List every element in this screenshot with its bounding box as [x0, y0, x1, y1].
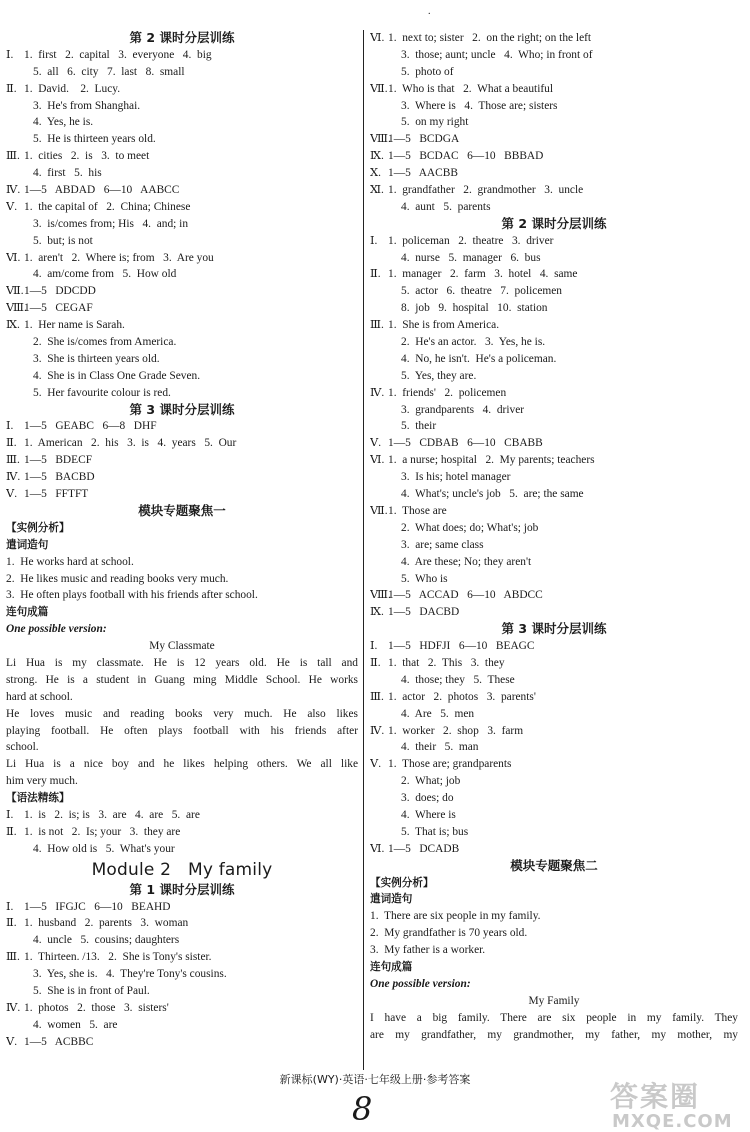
answer-line: [6, 841, 358, 858]
answer-line: [370, 114, 738, 131]
version-label: [370, 976, 738, 993]
line-text: One possible version:: [370, 977, 471, 990]
line-text: One possible version:: [6, 623, 107, 636]
part-number: Ⅰ.: [6, 900, 14, 913]
line-text: 5. actor 6. theatre 7. policemen: [401, 285, 562, 298]
answer-line: [6, 949, 358, 966]
line-text: 1. Her name is Sarah.: [24, 319, 125, 332]
answer-line: [370, 655, 738, 672]
answer-line: [370, 672, 738, 689]
answer-line: [370, 908, 738, 925]
line-text: 1—5 CEGAF: [24, 302, 93, 315]
part-number: Ⅸ.: [370, 150, 384, 163]
left-column: [6, 30, 358, 1051]
line-text: 模块专题聚焦一: [138, 502, 226, 518]
line-text: My Family: [528, 994, 580, 1007]
section-label: [6, 520, 358, 537]
answer-line: [6, 266, 358, 283]
answer-line: [370, 351, 738, 368]
line-text: 3. are; same class: [401, 538, 484, 551]
watermark-line2: MXQE.COM: [612, 1111, 733, 1132]
part-number: Ⅶ.: [370, 82, 388, 95]
line-text: 1. He works hard at school.: [6, 555, 134, 568]
answer-line: [370, 537, 738, 554]
essay-line: [6, 689, 358, 706]
answer-line: [6, 148, 358, 165]
answer-line: [370, 131, 738, 148]
answer-line: [6, 587, 358, 604]
part-number: Ⅱ.: [370, 656, 381, 669]
section-heading: [6, 882, 358, 899]
answer-line: [370, 266, 738, 283]
answer-line: [370, 554, 738, 571]
line-text: 5. He is thirteen years old.: [33, 133, 156, 146]
answer-line: [370, 807, 738, 824]
section-label: [6, 790, 358, 807]
part-number: Ⅲ.: [6, 951, 20, 964]
line-text: 第 3 课时分层训练: [129, 401, 235, 417]
part-number: Ⅱ.: [6, 917, 17, 930]
module-title: [6, 858, 358, 882]
line-text: playing football. He often plays football with his friends after: [6, 724, 358, 737]
answer-line: [370, 385, 738, 402]
line-text: 1. husband 2. parents 3. woman: [24, 917, 189, 930]
answer-line: [370, 334, 738, 351]
line-text: 4. aunt 5. parents: [401, 200, 491, 213]
part-number: Ⅴ.: [370, 437, 382, 450]
answer-line: [6, 807, 358, 824]
part-number: Ⅴ.: [6, 1035, 18, 1048]
line-text: 1—5 IFGJC 6—10 BEAHD: [24, 900, 171, 913]
line-text: 1. grandfather 2. grandmother 3. uncle: [388, 184, 584, 197]
answer-line: [6, 47, 358, 64]
line-text: 1. next to; sister 2. on the right; on the left: [388, 32, 592, 44]
line-text: 3. He often plays football with his friends after school.: [6, 589, 258, 602]
answer-line: [370, 199, 738, 216]
answer-line: [6, 250, 358, 267]
part-number: Ⅲ.: [6, 150, 20, 163]
section-label: [370, 891, 738, 908]
answer-line: [370, 148, 738, 165]
line-text: 1. photos 2. those 3. sisters': [24, 1001, 169, 1014]
part-number: Ⅳ.: [6, 1001, 21, 1014]
essay-line: [370, 1010, 738, 1027]
line-text: 1—5 BDECF: [24, 454, 93, 467]
answer-line: [370, 182, 738, 199]
page-number: 8: [352, 1090, 373, 1128]
part-number: Ⅺ.: [370, 184, 384, 197]
line-text: 1—5 ACCAD 6—10 ABDCC: [388, 589, 543, 602]
line-text: 4. What's; uncle's job 5. are; the same: [401, 488, 584, 501]
part-number: Ⅷ.: [6, 302, 27, 315]
answer-line: [6, 1034, 358, 1051]
answer-line: [370, 64, 738, 81]
line-text: 1. Who is that 2. What a beautiful: [388, 82, 554, 95]
line-text: 4. Yes, he is.: [33, 116, 94, 129]
essay-line: [6, 672, 358, 689]
answer-line: [6, 216, 358, 233]
line-text: 4. Where is: [401, 808, 456, 821]
answer-line: [6, 81, 358, 98]
essay-line: [6, 655, 358, 672]
line-text: 4. first 5. his: [33, 167, 102, 180]
answer-line: [6, 131, 358, 148]
essay-title: [6, 638, 358, 655]
line-text: 3. She is thirteen years old.: [33, 352, 160, 365]
answer-line: [370, 233, 738, 250]
answer-line: [370, 98, 738, 115]
part-number: Ⅶ.: [6, 285, 24, 298]
answer-line: [370, 723, 738, 740]
answer-line: [370, 418, 738, 435]
line-text: 连句成篇: [6, 606, 49, 619]
essay-line: [6, 739, 358, 756]
line-text: 1—5 DACBD: [388, 606, 460, 619]
line-text: 连句成篇: [370, 960, 413, 973]
part-number: Ⅱ.: [6, 825, 17, 838]
answer-line: [370, 739, 738, 756]
line-text: 5. their: [401, 420, 437, 433]
answer-line: [6, 385, 358, 402]
line-text: 4. nurse 5. manager 6. bus: [401, 251, 541, 264]
line-text: 3. My father is a worker.: [370, 944, 486, 957]
answer-line: [6, 469, 358, 486]
line-text: 遣词造句: [370, 893, 413, 906]
part-number: Ⅳ.: [370, 386, 385, 399]
line-text: 3. Is his; hotel manager: [401, 471, 511, 484]
line-text: 1. aren't 2. Where is; from 3. Are you: [24, 251, 214, 264]
line-text: 1—5 ABDAD 6—10 AABCC: [24, 184, 180, 197]
part-number: Ⅴ.: [6, 200, 18, 213]
part-number: Ⅱ.: [6, 437, 17, 450]
answer-line: [6, 486, 358, 503]
line-text: 1. cities 2. is 3. to meet: [24, 150, 150, 163]
answer-line: [370, 520, 738, 537]
section-heading: [6, 503, 358, 520]
part-number: Ⅰ.: [6, 48, 14, 61]
line-text: 3. He's from Shanghai.: [33, 99, 141, 112]
line-text: 5. She is in front of Paul.: [33, 984, 150, 997]
line-text: 1. There are six people in my family.: [370, 910, 541, 923]
line-text: him very much.: [6, 775, 78, 788]
answer-line: [6, 182, 358, 199]
line-text: 3. those; aunt; uncle 4. Who; in front of: [401, 48, 593, 61]
answer-line: [370, 469, 738, 486]
line-text: 1—5 CDBAB 6—10 CBABB: [388, 437, 543, 450]
answer-line: [370, 942, 738, 959]
line-text: 1—5 BCDGA: [388, 133, 460, 146]
line-text: 1. a nurse; hospital 2. My parents; teachers: [388, 454, 595, 467]
section-heading: [6, 30, 358, 47]
answer-line: [6, 824, 358, 841]
line-text: 5. Yes, they are.: [401, 369, 477, 382]
line-text: 2. My grandfather is 70 years old.: [370, 927, 528, 940]
answer-line: [6, 114, 358, 131]
line-text: 3. Where is 4. Those are; sisters: [401, 99, 558, 112]
column-divider: [363, 30, 364, 1070]
essay-line: [6, 773, 358, 790]
answer-line: [370, 30, 738, 47]
line-text: 4. women 5. are: [33, 1018, 118, 1031]
line-text: 2. What does; do; What's; job: [401, 521, 539, 534]
line-text: 1. the capital of 2. China; Chinese: [24, 200, 191, 213]
answer-line: [370, 706, 738, 723]
line-text: 2. What; job: [401, 775, 461, 788]
section-label: [370, 959, 738, 976]
line-text: 1. Those are; grandparents: [388, 758, 512, 771]
line-text: 1. that 2. This 3. they: [388, 656, 505, 669]
line-text: 1. first 2. capital 3. everyone 4. big: [24, 48, 212, 61]
line-text: 3. does; do: [401, 792, 454, 805]
answer-line: [370, 925, 738, 942]
section-heading: [6, 402, 358, 419]
part-number: Ⅲ.: [6, 454, 20, 467]
line-text: 1—5 ACBBC: [24, 1035, 94, 1048]
line-text: My Classmate: [149, 640, 215, 653]
answer-line: [6, 966, 358, 983]
part-number: Ⅱ.: [370, 268, 381, 281]
part-number: Ⅲ.: [370, 690, 384, 703]
answer-line: [6, 317, 358, 334]
answer-line: [370, 790, 738, 807]
line-text: 5. That is; bus: [401, 825, 469, 838]
right-column: [370, 30, 738, 1043]
line-text: 1. is not 2. Is; your 3. they are: [24, 825, 181, 838]
answer-line: [370, 452, 738, 469]
line-text: 1—5 DDCDD: [24, 285, 96, 298]
line-text: 1—5 BCDAC 6—10 BBBAD: [388, 150, 544, 163]
line-text: 4. their 5. man: [401, 741, 479, 754]
line-text: 1. Thirteen. /13. 2. She is Tony's sister.: [24, 951, 212, 964]
part-number: Ⅵ.: [370, 454, 385, 467]
line-text: are my grandfather, my grandmother, my father, my mother, my: [370, 1028, 738, 1041]
answer-line: [6, 233, 358, 250]
answer-line: [6, 64, 358, 81]
line-text: 4. uncle 5. cousins; daughters: [33, 934, 180, 947]
answer-line: [370, 689, 738, 706]
line-text: 1—5 GEABC 6—8 DHF: [24, 420, 157, 433]
line-text: 4. She is in Class One Grade Seven.: [33, 369, 201, 382]
answer-line: [6, 554, 358, 571]
line-text: 1. American 2. his 3. is 4. years 5. Our: [24, 437, 237, 450]
watermark-line1: 答案圈: [610, 1080, 701, 1113]
line-text: 【语法精练】: [6, 792, 70, 805]
line-text: 1—5 FFTFT: [24, 488, 89, 501]
answer-line: [370, 250, 738, 267]
line-text: 1. Those are: [388, 504, 447, 517]
line-text: 1. actor 2. photos 3. parents': [388, 690, 536, 703]
line-text: 3. is/comes from; His 4. and; in: [33, 217, 189, 230]
line-text: 4. No, he isn't. He's a policeman.: [401, 352, 557, 365]
line-text: 1. is 2. is; is 3. are 4. are 5. are: [24, 808, 200, 821]
answer-line: [370, 841, 738, 858]
line-text: 1. David. 2. Lucy.: [24, 82, 121, 95]
answer-line: [6, 452, 358, 469]
line-text: 2. He's an actor. 3. Yes, he is.: [401, 336, 546, 349]
line-text: 1. She is from America.: [388, 319, 500, 332]
line-text: Module 2 My family: [91, 859, 273, 880]
answer-line: [6, 435, 358, 452]
line-text: 【实例分析】: [6, 521, 70, 534]
answer-line: [370, 300, 738, 317]
answer-line: [370, 317, 738, 334]
line-text: 2. She is/comes from America.: [33, 336, 177, 349]
line-text: 1—5 AACBB: [388, 167, 458, 180]
line-text: 1—5 DCADB: [388, 842, 460, 855]
line-text: I have a big family. There are six people in my family. They: [370, 1011, 738, 1024]
part-number: Ⅳ.: [6, 184, 21, 197]
part-number: Ⅲ.: [370, 319, 384, 332]
line-text: 3. grandparents 4. driver: [401, 403, 525, 416]
part-number: Ⅳ.: [6, 471, 21, 484]
answer-line: [6, 300, 358, 317]
answer-line: [6, 1000, 358, 1017]
answer-line: [6, 983, 358, 1000]
line-text: 第 2 课时分层训练: [129, 30, 235, 45]
line-text: 1—5 HDFJI 6—10 BEAGC: [388, 640, 535, 653]
answer-line: [370, 824, 738, 841]
part-number: Ⅵ.: [370, 842, 385, 855]
answer-line: [6, 1017, 358, 1034]
answer-line: [370, 773, 738, 790]
answer-line: [6, 915, 358, 932]
essay-line: [370, 1027, 738, 1044]
answer-line: [370, 486, 738, 503]
answer-line: [370, 47, 738, 64]
line-text: Li Hua is my classmate. He is 12 years old. He is tall and: [6, 656, 358, 669]
answer-line: [6, 334, 358, 351]
section-heading: [370, 621, 738, 638]
answer-line: [370, 638, 738, 655]
line-text: 1—5 BACBD: [24, 471, 95, 484]
part-number: Ⅴ.: [370, 758, 382, 771]
section-label: [370, 875, 738, 892]
part-number: Ⅰ.: [370, 640, 378, 653]
part-number: Ⅱ.: [6, 82, 17, 95]
answer-line: [370, 587, 738, 604]
section-heading: [370, 858, 738, 875]
line-text: 第 1 课时分层训练: [129, 881, 235, 897]
line-text: 5. Who is: [401, 572, 448, 585]
line-text: 5. but; is not: [33, 234, 93, 247]
essay-title: [370, 993, 738, 1010]
page-footer: 新课标(WY)·英语·七年级上册·参考答案: [279, 1073, 471, 1086]
line-text: 3. Yes, she is. 4. They're Tony's cousins.: [33, 968, 227, 981]
line-text: 第 3 课时分层训练: [501, 621, 607, 637]
answer-line: [370, 604, 738, 621]
answer-line: [370, 283, 738, 300]
line-text: 5. Her favourite colour is red.: [33, 386, 171, 399]
answer-line: [6, 283, 358, 300]
part-number: Ⅸ.: [370, 606, 384, 619]
answer-line: [6, 165, 358, 182]
line-text: 4. Are these; No; they aren't: [401, 555, 532, 568]
answer-line: [6, 368, 358, 385]
part-number: Ⅴ.: [6, 488, 18, 501]
line-text: 1. manager 2. farm 3. hotel 4. same: [388, 268, 578, 281]
line-text: 2. He likes music and reading books very much.: [6, 572, 229, 585]
line-text: school.: [6, 741, 39, 754]
line-text: 5. all 6. city 7. last 8. small: [33, 65, 185, 78]
line-text: 第 2 课时分层训练: [501, 215, 607, 231]
watermark-logo: [610, 1075, 745, 1131]
part-number: Ⅰ.: [370, 234, 378, 247]
essay-line: [6, 723, 358, 740]
answer-line: [6, 98, 358, 115]
part-number: Ⅳ.: [370, 724, 385, 737]
section-label: [6, 604, 358, 621]
answer-line: [6, 571, 358, 588]
answer-line: [370, 503, 738, 520]
section-label: [6, 537, 358, 554]
line-text: 【实例分析】: [370, 876, 434, 889]
answer-line: [6, 899, 358, 916]
line-text: 5. photo of: [401, 65, 454, 78]
line-text: strong. He is a student in Guang ming Middle School. He works: [6, 673, 358, 686]
line-text: 4. How old is 5. What's your: [33, 842, 175, 855]
line-text: Li Hua is a nice boy and he likes helping others. We all like: [6, 758, 358, 771]
part-number: Ⅰ.: [6, 808, 14, 821]
answer-line: [6, 199, 358, 216]
part-number: Ⅷ.: [370, 133, 391, 146]
essay-line: [6, 756, 358, 773]
answer-line: [6, 418, 358, 435]
line-text: 1. friends' 2. policemen: [388, 386, 507, 399]
section-heading: [370, 216, 738, 233]
line-text: hard at school.: [6, 690, 73, 703]
answer-line: [370, 571, 738, 588]
answer-line: [6, 932, 358, 949]
part-number: Ⅹ.: [370, 167, 381, 180]
part-number: Ⅰ.: [6, 420, 14, 433]
answer-line: [370, 165, 738, 182]
answer-line: [370, 435, 738, 452]
line-text: 1. policeman 2. theatre 3. driver: [388, 234, 554, 247]
answer-line: [6, 351, 358, 368]
line-text: 4. those; they 5. These: [401, 673, 515, 686]
line-text: 8. job 9. hospital 10. station: [401, 302, 548, 315]
part-number: Ⅷ.: [370, 589, 391, 602]
line-text: 4. am/come from 5. How old: [33, 268, 177, 281]
essay-line: [6, 706, 358, 723]
answer-line: [370, 368, 738, 385]
part-number: Ⅸ.: [6, 319, 20, 332]
answer-line: [370, 756, 738, 773]
line-text: 遣词造句: [6, 538, 49, 551]
answer-line: [370, 402, 738, 419]
part-number: Ⅶ.: [370, 504, 388, 517]
line-text: 5. on my right: [401, 116, 469, 129]
top-mark: .: [428, 6, 431, 17]
part-number: Ⅵ.: [370, 32, 385, 44]
line-text: 模块专题聚焦二: [510, 857, 598, 873]
answer-line: [370, 81, 738, 98]
line-text: 1. worker 2. shop 3. farm: [388, 724, 524, 737]
part-number: Ⅵ.: [6, 251, 21, 264]
version-label: [6, 621, 358, 638]
line-text: He loves music and reading books very much. He also likes: [6, 707, 358, 720]
line-text: 4. Are 5. men: [401, 707, 475, 720]
